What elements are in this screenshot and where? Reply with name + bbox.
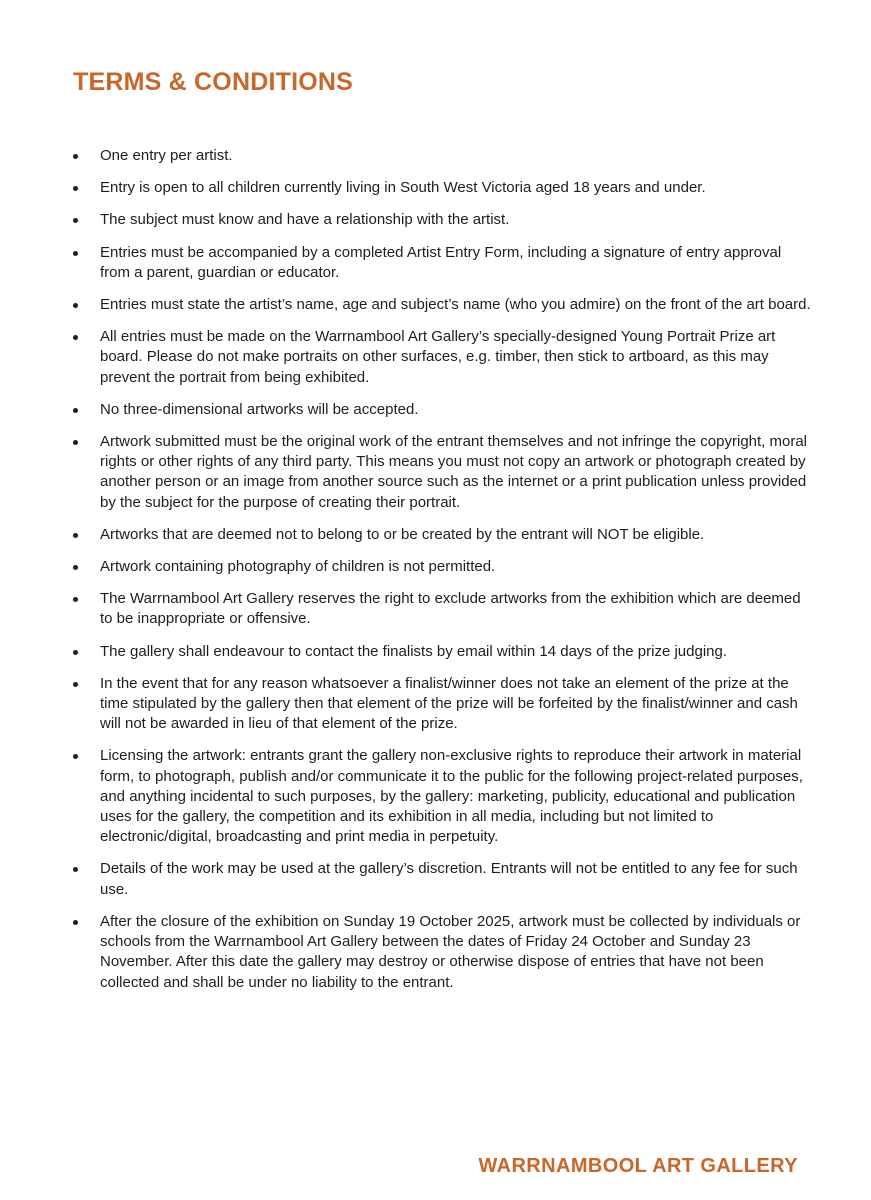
term-text: The Warrnambool Art Gallery reserves the right to exclude artworks from the exhibition which are deemed to be inappropriate or offensive.: [100, 590, 801, 628]
term-text: All entries must be made on the Warrnambool Art Gallery’s specially-designed Young Portrait Prize art board. Please do not make portraits on other surfaces, e.g. timber, then stick to artboard, as this may prevent the portrait from being exhibited.: [100, 328, 776, 386]
term-text: After the closure of the exhibition on Sunday 19 October 2025, artwork must be collected by individuals or schools from the Warrnambool Art Gallery between the dates of Friday 24 October and Sunday 23 November. After this date the gallery may destroy or otherwise dispose of entries that have not been collected and shall be under no liability to the entrant.: [100, 912, 801, 991]
bullet-icon: [73, 597, 78, 602]
bullet-icon: [73, 154, 78, 159]
terms-list: [72, 146, 812, 1005]
bullet-icon: [73, 920, 78, 925]
term-text: The gallery shall endeavour to contact the finalists by email within 14 days of the prize judging.: [100, 642, 728, 660]
bullet-icon: [73, 303, 78, 308]
bullet-icon: [73, 251, 78, 256]
term-item: [72, 178, 812, 198]
bullet-icon: [73, 218, 78, 223]
bullet-icon: [73, 335, 78, 340]
term-item: [72, 327, 812, 388]
term-item: [72, 210, 812, 230]
term-item: [72, 146, 812, 166]
term-item: [72, 557, 812, 577]
gallery-logo-text: WARRNAMBOOL ART GALLERY: [478, 1155, 798, 1177]
bullet-icon: [73, 533, 78, 538]
term-text: Artwork submitted must be the original work of the entrant themselves and not infringe the copyright, moral rights or other rights of any third party. This means you must not copy an artwork or photograph created by another person or an image from another source such as the internet or a print publication unless provided by the subject for the purpose of creating their portrait.: [100, 433, 808, 511]
term-text: In the event that for any reason whatsoever a finalist/winner does not take an element of the prize at the time stipulated by the gallery then that element of the prize will be forfeited by the finalist/winner and cash will not be awarded in lieu of that element of the prize.: [100, 674, 798, 733]
bullet-icon: [73, 440, 78, 445]
bullet-icon: [73, 867, 78, 872]
term-text: Entries must be accompanied by a completed Artist Entry Form, including a signature of entry approval from a parent, guardian or educator.: [100, 243, 782, 281]
term-item: [72, 400, 812, 420]
term-text: Artworks that are deemed not to belong to or be created by the entrant will NOT be eligible.: [100, 525, 705, 543]
term-text: Entries must state the artist’s name, age and subject’s name (who you admire) on the front of the art board.: [100, 296, 811, 314]
term-text: Details of the work may be used at the gallery’s discretion. Entrants will not be entitled to any fee for such use.: [100, 860, 798, 898]
term-item: [72, 589, 812, 629]
page-title: TERMS & CONDITIONS: [73, 68, 353, 96]
bullet-icon: [73, 408, 78, 413]
term-item: [72, 746, 812, 847]
bullet-icon: [73, 565, 78, 570]
bullet-icon: [73, 650, 78, 655]
term-text: The subject must know and have a relationship with the artist.: [100, 211, 510, 229]
bullet-icon: [73, 682, 78, 687]
term-item: [72, 243, 812, 283]
term-item: [72, 295, 812, 315]
term-item: [72, 432, 812, 513]
bullet-icon: [73, 186, 78, 191]
term-text: Artwork containing photography of children is not permitted.: [100, 558, 496, 576]
term-item: [72, 674, 812, 735]
term-item: [72, 912, 812, 993]
term-item: [72, 859, 812, 899]
term-text: No three-dimensional artworks will be accepted.: [100, 400, 419, 418]
term-text: One entry per artist.: [100, 147, 233, 164]
term-item: [72, 642, 812, 662]
bullet-icon: [73, 754, 78, 759]
term-text: Entry is open to all children currently living in South West Victoria aged 18 years and under.: [100, 179, 706, 197]
term-text: Licensing the artwork: entrants grant the gallery non-exclusive rights to reproduce their artwork in material form, to photograph, publish and/or communicate it to the public for the following project-related purposes, and anything incidental to such purposes, by the gallery: marketing, publicity, educational and publication uses for the gallery, the competition and its exhibition in all media, including but not limited to electronic/digital, broadcasting and print media in perpetuity.: [100, 747, 803, 846]
term-item: [72, 525, 812, 545]
